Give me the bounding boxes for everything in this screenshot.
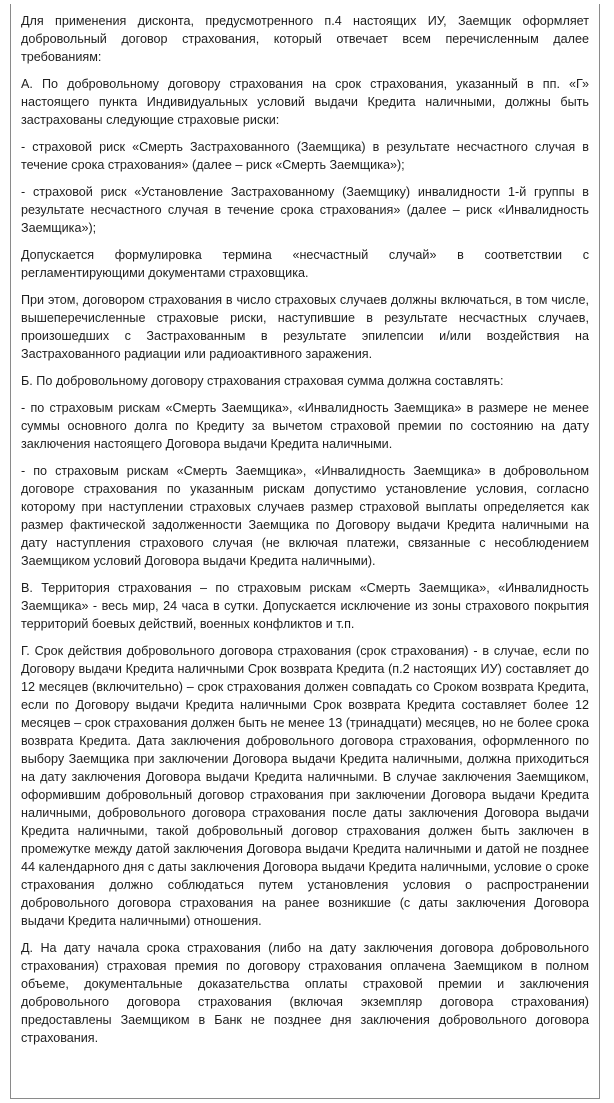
paragraph-sum-min: - по страховым рискам «Смерть Заемщика», «Инвалидность Заемщика» в размере не менее суммы основного долга по Кредиту за вычетом страховой премии по состоянию на дату заключения настоящего Договора выдачи Кредита наличными. (21, 401, 589, 451)
paragraph-section-a: А. По добровольному договору страхования на срок страхования, указанный в пп. «Г» настоящего пункта Индивидуальных условий выдачи Кредита наличными, должны быть застрахованы следующие страховые риски: (21, 77, 589, 127)
paragraph-section-b: Б. По добровольному договору страхования страховая сумма должна составлять: (21, 374, 504, 388)
paragraph-included-cases: При этом, договором страхования в число страховых случаев должны включаться, в том числе, вышеперечисленные страховые риски, наступившие в результате несчастных случаев, произошедших с Застрахованным в результате эпилепсии и/или воздействия на Застрахованного радиации или радиоактивного заражения. (21, 293, 589, 361)
paragraph-section-v: В. Территория страхования – по страховым рискам «Смерть Заемщика», «Инвалидность Заемщика» - весь мир, 24 часа в сутки. Допускается исключение из зоны страхового покрытия территорий боевых действий, военных конфликтов и т.п. (21, 581, 589, 631)
paragraph-section-g: Г. Срок действия добровольного договора страхования (срок страхования) - в случае, если по Договору выдачи Кредита наличными Срок возврата Кредита (п.2 настоящих ИУ) составляет до 12 месяцев (включительно) – срок страхования должен совпадать со Сроком возврата Кредита, если по Договору выдачи Кредита наличными Срок возврата Кредита составляет более 12 месяцев – срок страхования должен быть не менее 13 (тринадцати) месяцев, но не более срока возврата Кредита. Дата заключения добровольного договора страхования, оформленного по выбору Заемщика при заключении Договора выдачи Кредита наличными, должна приходиться на дату заключения Договора выдачи Кредита наличными. В случае заключения Заемщиком, оформившим добровольный договор страхования при заключении Договора выдачи Кредита наличными, добровольного договора страхования после даты заключения Договора выдачи Кредита наличными, такой добровольный договор страхования должен быть заключен в промежутке между датой заключения Договора выдачи Кредита наличными и датой не позднее 44 календарного дня с даты заключения Договора выдачи Кредита наличными, условие о сроке страхования должно соблюдаться путем установления условия о распространении добровольного договора страхования на ранее возникшие (с даты заключения Договора выдачи Кредита наличными) отношения. (21, 644, 589, 928)
paragraph-accident-term: Допускается формулировка термина «несчастный случай» в соответствии с регламентирующими документами страховщика. (21, 248, 589, 280)
paragraph-intro: Для применения дисконта, предусмотренного п.4 настоящих ИУ, Заемщик оформляет добровольный договор страхования, который отвечает всем перечисленным далее требованиям: (21, 14, 589, 64)
document-page (10, 4, 600, 1099)
paragraph-sum-actual-debt: - по страховым рискам «Смерть Заемщика», «Инвалидность Заемщика» в добровольном договоре страхования по указанным рискам допустимо установление условия, согласно которому при наступлении страховых случаев размер страховой выплаты определяется как размер фактической задолженности Заемщика по Договору выдачи Кредита наличными на дату наступления страхового случая (не включая платежи, связанные с несоблюдением Заемщиком условий Договора выдачи Кредита наличными). (21, 464, 589, 568)
paragraph-section-d: Д. На дату начала срока страхования (либо на дату заключения договора добровольного страхования) страховая премия по договору страхования оплачена Заемщиком в полном объеме, документальные доказательства оплаты страховой премии и заключения добровольного договора страхования (включая экземпляр договора страхования) предоставлены Заемщиком в Банк не позднее дня заключения добровольного договора страхования. (21, 941, 589, 1045)
paragraph-risk-death: - страховой риск «Смерть Застрахованного (Заемщика) в результате несчастного случая в течение срока страхования» (далее – риск «Смерть Заемщика»); (21, 140, 589, 172)
paragraph-risk-disability: - страховой риск «Установление Застрахованному (Заемщику) инвалидности 1-й группы в результате несчастного случая в течение срока страхования» (далее – риск «Инвалидность Заемщика»); (21, 185, 589, 235)
